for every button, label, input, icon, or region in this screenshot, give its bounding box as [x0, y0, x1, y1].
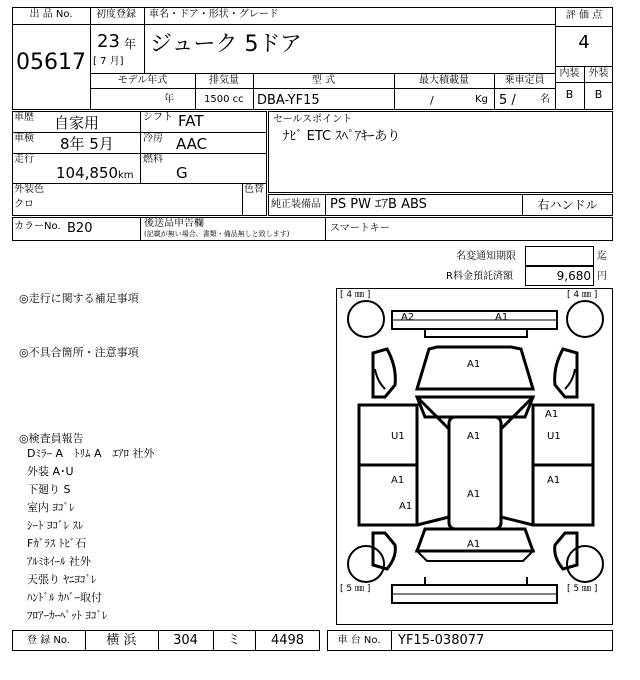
exterior-label: 外装 — [588, 68, 609, 79]
car-diagram — [336, 288, 613, 625]
exterior-grade: B — [594, 88, 603, 101]
color-no-value: B20 — [67, 221, 93, 236]
name-change-label: 名変通知期限 — [456, 251, 516, 262]
aftermarket-value: スマートキー — [330, 223, 390, 234]
inspector-report-label: ◎検査員報告 — [19, 432, 84, 445]
chassis-number: YF15-038077 — [398, 633, 485, 648]
equipment-value: PS PW ｴｱB ABS — [330, 197, 427, 212]
capacity-unit: 名 — [540, 94, 550, 105]
mileage-unit: km — [118, 170, 134, 181]
first-reg-year: 23 — [97, 31, 120, 52]
defect-notes-label: ◎不具合箇所・注意事項 — [19, 346, 139, 359]
displacement-value: 1500 cc — [204, 94, 244, 105]
car-name-label: 車名・ドア・形状・グレード — [149, 9, 279, 20]
inspector-line: ｼｰﾄ ﾖｺﾞﾚ ｽﾚ — [27, 519, 84, 532]
damage-mark: A1 — [391, 475, 405, 486]
inspector-line: 室内 ﾖｺﾞﾚ — [27, 501, 75, 514]
registration-label: 登 録 No. — [27, 635, 70, 646]
type-value: DBA-YF15 — [257, 93, 320, 108]
inspector-line: Dﾐﾗｰ A ﾄﾘﾑ A ｴｱﾛ 社外 — [27, 447, 155, 460]
car-outline-drawing — [337, 289, 612, 624]
inspector-line: 天張り ﾔﾆﾖｺﾞﾚ — [27, 573, 97, 586]
interior-grade: B — [565, 88, 574, 101]
equipment-label: 純正装備品 — [271, 199, 321, 210]
registration-kana: ミ — [227, 633, 241, 648]
registration-area: 横 浜 — [106, 633, 137, 648]
sales-point-label: セールスポイント — [273, 114, 353, 125]
registration-number: 4498 — [270, 633, 305, 648]
damage-mark: A1 — [467, 539, 481, 550]
inspector-line: 外装 A･U — [27, 465, 74, 478]
inspector-line: Fｶﾞﾗｽ ﾄﾋﾞ石 — [27, 537, 87, 550]
first-reg-year-unit: 年 — [124, 37, 137, 51]
car-name: ジューク 5ドア — [150, 32, 302, 57]
damage-mark: A1 — [467, 489, 481, 500]
interior-label: 内装 — [559, 68, 580, 79]
damage-mark: A1 — [467, 431, 481, 442]
tire-depth-front-left: [ 4 ㎜ ] — [340, 290, 371, 300]
lot-number: 05617 — [16, 50, 86, 75]
damage-mark: U1 — [547, 431, 561, 442]
history-value: 自家用 — [54, 114, 100, 132]
history-label: 車歴 — [14, 112, 34, 123]
color-no-label: カラーNo. — [14, 221, 61, 232]
shift-label: シフト — [143, 112, 173, 123]
inspector-line: ﾌﾛｱｰｶｰﾍﾟｯﾄ ﾖｺﾞﾚ — [27, 609, 108, 622]
damage-mark: A1 — [547, 475, 561, 486]
name-change-box — [525, 246, 594, 266]
recycle-unit: 円 — [597, 271, 607, 282]
shift-value: FAT — [178, 112, 204, 130]
mileage-value: 104,850 — [56, 164, 119, 182]
first-reg-label: 初度登録 — [96, 9, 136, 20]
tire-depth-rear-right: [ 5 ㎜ ] — [567, 584, 598, 594]
damage-mark: A1 — [545, 409, 559, 420]
inspector-line: 下廻り S — [27, 483, 71, 496]
color-label: 外装色 — [14, 184, 44, 195]
recycle-value: 9,680 — [556, 269, 591, 283]
ac-label: 冷房 — [143, 133, 163, 144]
recycle-label: R料金預託済額 — [446, 271, 513, 282]
max-load-value: / — [430, 94, 434, 107]
color-value: クロ — [14, 199, 34, 210]
damage-mark: A1 — [467, 359, 481, 370]
sales-point-value: ﾅﾋﾞ ETC ｽﾍﾟｱｷｰあり — [283, 129, 401, 144]
chassis-label: 車 台 No. — [337, 635, 381, 646]
tire-depth-front-right: [ 4 ㎜ ] — [567, 290, 598, 300]
lot-label: 出 品 No. — [29, 9, 73, 20]
registration-class: 304 — [173, 633, 198, 648]
score-label: 評 価 点 — [565, 10, 603, 21]
inspection-value: 8年 5月 — [60, 135, 114, 153]
inspector-line: ｱﾙﾐﾎｲｰﾙ 社外 — [27, 555, 91, 568]
max-load-label: 最大積載量 — [419, 75, 469, 86]
type-label: 型 式 — [311, 75, 336, 86]
name-change-unit: 迄 — [597, 251, 607, 262]
model-year-unit: 年 — [164, 94, 174, 105]
driving-notes-label: ◎走行に関する補足事項 — [19, 292, 139, 305]
first-reg-month: [ 7 月] — [93, 56, 124, 67]
repaint-label: 色替 — [244, 184, 264, 195]
capacity-value: 5 / — [499, 93, 516, 108]
damage-mark: A1 — [399, 501, 413, 512]
aftermarket-note: (記載が無い場合、書類・備品無しと致します) — [144, 230, 290, 238]
damage-mark: U1 — [391, 431, 405, 442]
tire-depth-rear-left: [ 5 ㎜ ] — [340, 584, 371, 594]
handle-value: 右ハンドル — [537, 198, 598, 212]
fuel-label: 燃料 — [143, 154, 163, 165]
fuel-value: G — [176, 164, 188, 182]
max-load-unit: Kg — [475, 94, 488, 105]
displacement-label: 排気量 — [209, 75, 239, 86]
inspector-line: ﾊﾝﾄﾞﾙ ｶﾊﾞｰ取付 — [27, 591, 102, 604]
inspection-label: 車検 — [14, 133, 34, 144]
model-year-label: モデル年式 — [117, 75, 168, 86]
capacity-label: 乗車定員 — [504, 75, 545, 86]
score-value: 4 — [578, 32, 590, 53]
damage-mark: A2 — [401, 312, 415, 323]
damage-mark: A1 — [495, 312, 509, 323]
aftermarket-label: 後送品申告欄 — [144, 218, 204, 229]
ac-value: AAC — [176, 135, 208, 153]
mileage-label: 走行 — [14, 154, 34, 165]
colorno-box — [12, 217, 613, 241]
